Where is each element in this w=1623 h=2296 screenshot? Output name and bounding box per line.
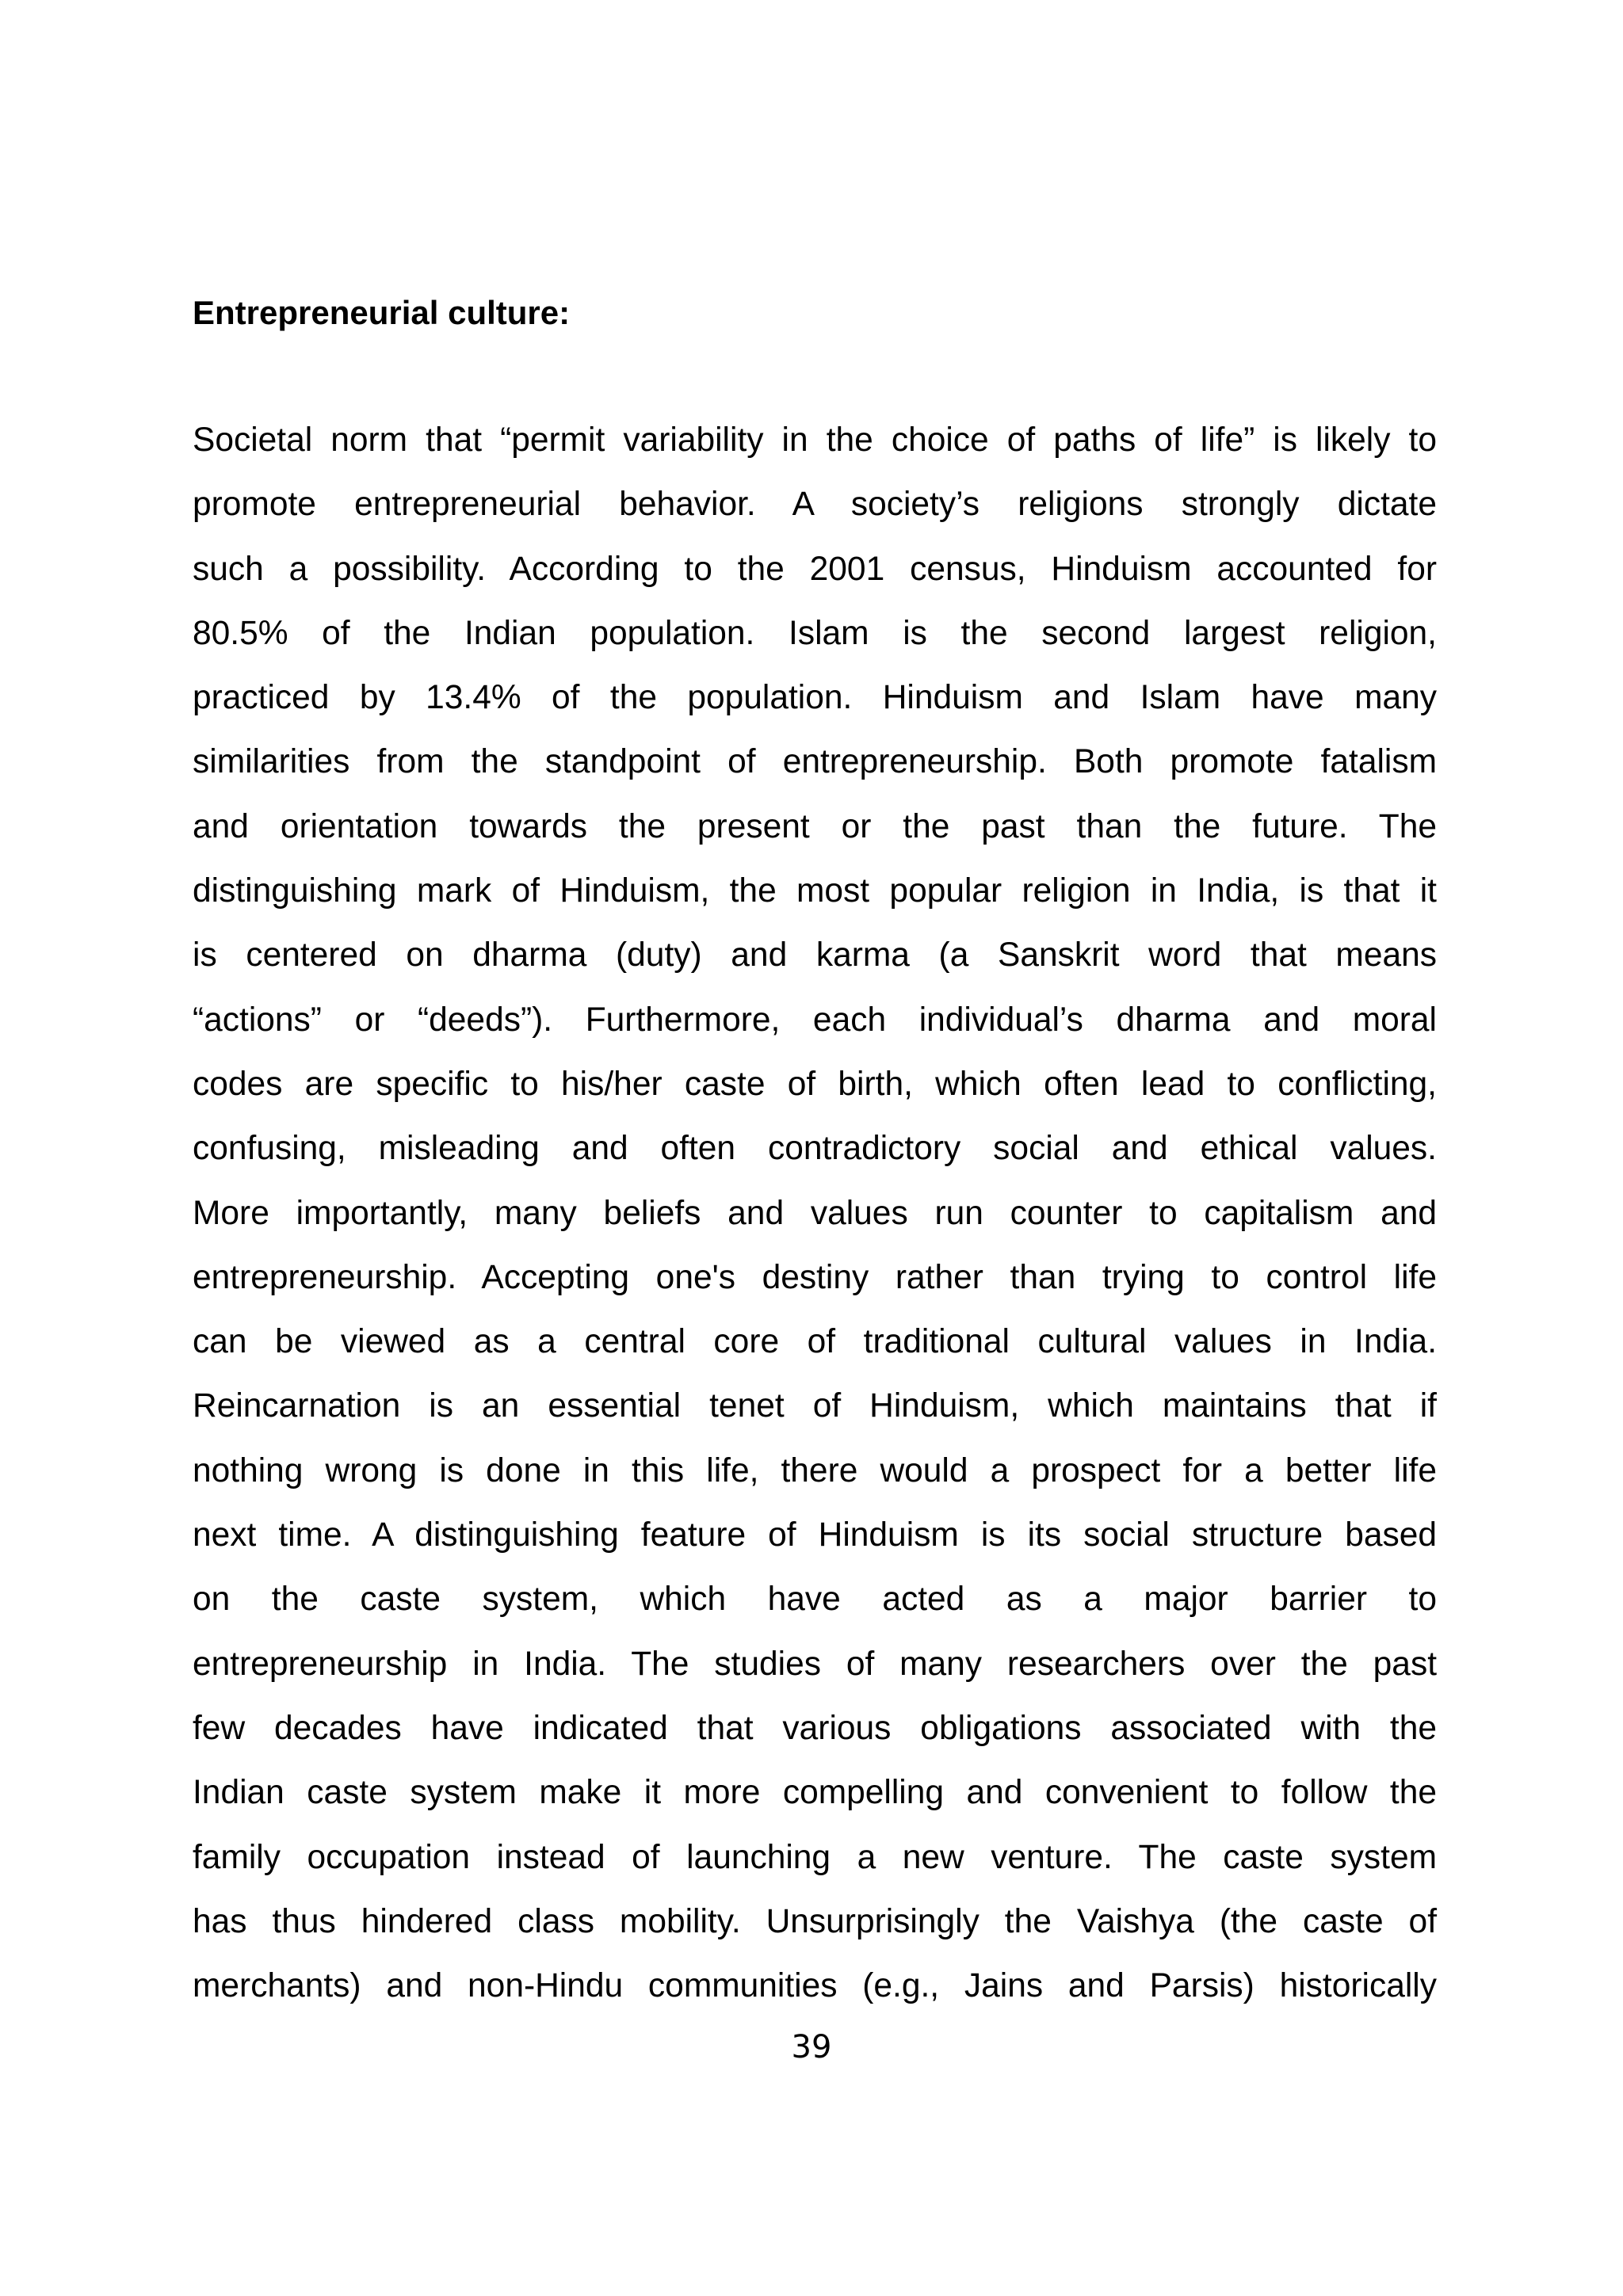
paragraph-line: and orientation towards the present or the past than the future. The [193, 807, 1437, 845]
paragraph-line: codes are specific to his/her caste of birth, which often lead to conflicting, [193, 1065, 1437, 1103]
paragraph-line: merchants) and non-Hindu communities (e.g., Jains and Parsis) historically [193, 1967, 1437, 2005]
paragraph-line: next time. A distinguishing feature of Hinduism is its social structure based [193, 1516, 1437, 1554]
paragraph-line: distinguishing mark of Hinduism, the most popular religion in India, is that it [193, 872, 1437, 910]
paragraph-line: Reincarnation is an essential tenet of Hinduism, which maintains that if [193, 1387, 1437, 1425]
paragraph-line: Indian caste system make it more compelling and convenient to follow the [193, 1774, 1437, 1812]
paragraph-line: More importantly, many beliefs and values run counter to capitalism and [193, 1194, 1437, 1232]
body-paragraph [193, 418, 1437, 2027]
paragraph-line: Societal norm that “permit variability in the choice of paths of life” is likely to [193, 421, 1437, 459]
paragraph-line: is centered on dharma (duty) and karma (a Sanskrit word that means [193, 936, 1437, 974]
paragraph-line: has thus hindered class mobility. Unsurprisingly the Vaishya (the caste of [193, 1902, 1437, 1940]
paragraph-line: can be viewed as a central core of traditional cultural values in India. [193, 1323, 1437, 1361]
paragraph-line: promote entrepreneurial behavior. A society’s religions strongly dictate [193, 486, 1437, 524]
paragraph-line: entrepreneurship in India. The studies of many researchers over the past [193, 1645, 1437, 1683]
page-number: 39 [791, 2029, 832, 2065]
paragraph-line: nothing wrong is done in this life, there would a prospect for a better life [193, 1451, 1437, 1489]
paragraph-line: few decades have indicated that various obligations associated with the [193, 1709, 1437, 1747]
paragraph-line: similarities from the standpoint of entrepreneurship. Both promote fatalism [193, 743, 1437, 781]
paragraph-line: confusing, misleading and often contradictory social and ethical values. [193, 1130, 1437, 1168]
paragraph-line: on the caste system, which have acted as a major barrier to [193, 1581, 1437, 1619]
paragraph-line: such a possibility. According to the 2001 census, Hinduism accounted for [193, 550, 1437, 588]
paragraph-line: “actions” or “deeds”). Furthermore, each individual’s dharma and moral [193, 1001, 1437, 1039]
paragraph-line: entrepreneurship. Accepting one's destiny rather than trying to control life [193, 1258, 1437, 1296]
paragraph-line: 80.5% of the Indian population. Islam is the second largest religion, [193, 614, 1437, 652]
paragraph-line: family occupation instead of launching a new venture. The caste system [193, 1838, 1437, 1876]
paragraph-line: practiced by 13.4% of the population. Hinduism and Islam have many [193, 679, 1437, 717]
section-heading: Entrepreneurial culture: [193, 294, 571, 331]
